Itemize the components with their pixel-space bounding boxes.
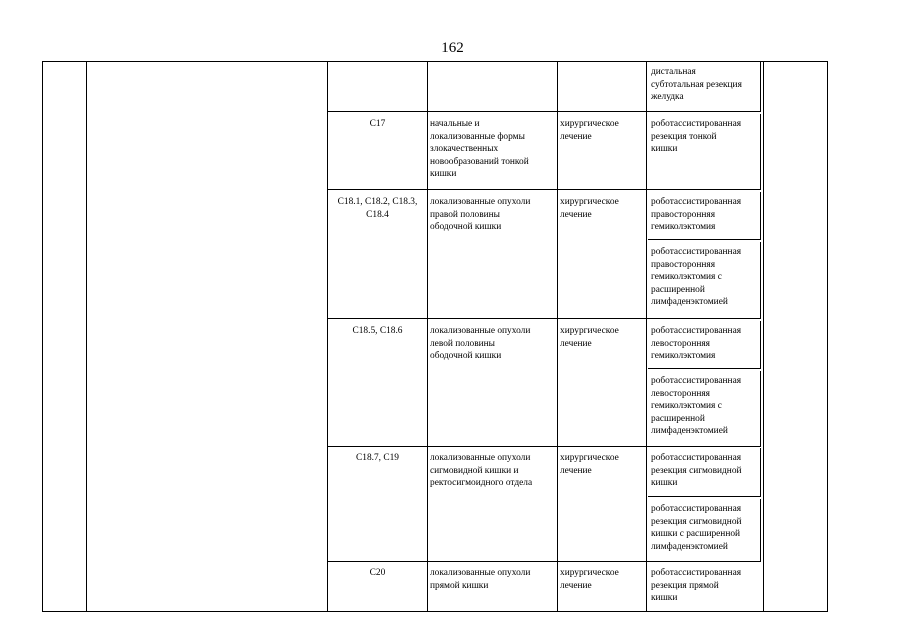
text-line: роботассистированная	[651, 119, 742, 129]
method-text	[651, 325, 741, 363]
text-line: лимфаденэктомией	[651, 297, 728, 308]
text-line: роботассистированная	[651, 247, 742, 257]
text-line: ректосигмоидного отдела	[430, 478, 533, 489]
diagnosis-code	[328, 567, 427, 580]
text-line: локализованные опухоли	[430, 453, 531, 463]
diagnosis-code	[328, 325, 427, 338]
text-line: лимфаденэктомией	[651, 541, 728, 552]
text-line: локализованные опухоли	[430, 568, 531, 578]
diagnosis-code	[328, 118, 427, 131]
diagnosis-description	[430, 452, 532, 490]
text-line: кишки	[651, 144, 678, 155]
text-line: левой половины	[430, 338, 495, 349]
diagnosis-code	[328, 196, 427, 221]
text-line: дистальная	[651, 67, 696, 77]
diagnosis-description	[430, 567, 530, 592]
row-divider	[328, 446, 648, 447]
text-line: злокачественных	[430, 144, 499, 155]
text-line: роботассистированная	[651, 568, 742, 578]
text-line: C18.4	[366, 209, 389, 220]
text-line: расширенной	[651, 284, 705, 295]
text-line: роботассистированная	[651, 376, 742, 386]
text-line: желудка	[651, 92, 684, 103]
text-line: хирургическое	[560, 453, 619, 463]
diagnosis-description	[430, 118, 529, 181]
text-line: C20	[369, 568, 386, 578]
procedure-table	[42, 61, 828, 612]
method-text	[651, 246, 741, 309]
text-line: локализованные формы	[430, 131, 525, 142]
text-line: резекция прямой	[651, 580, 719, 591]
method-text	[651, 66, 742, 104]
text-line: правосторонняя	[651, 259, 716, 270]
text-line: субтотальная резекция	[651, 79, 742, 90]
row-divider	[328, 561, 648, 562]
column-divider	[557, 62, 558, 611]
text-line: лечение	[560, 338, 592, 349]
text-line: кишки	[651, 593, 678, 604]
text-line: лечение	[560, 131, 592, 142]
text-line: кишки	[651, 478, 678, 489]
text-line: левосторонняя	[651, 388, 710, 399]
column-divider	[763, 62, 764, 611]
treatment-type	[560, 567, 619, 592]
text-line: гемиколэктомия с	[651, 272, 722, 283]
diagnosis-description	[430, 325, 530, 363]
page-number: 162	[441, 40, 464, 56]
text-line: хирургическое	[560, 119, 619, 129]
treatment-type	[560, 325, 619, 350]
text-line: кишки с расширенной	[651, 529, 741, 540]
text-line: лечение	[560, 465, 592, 476]
column-divider	[646, 62, 647, 611]
treatment-type	[560, 118, 619, 143]
text-line: локализованные опухоли	[430, 197, 531, 207]
text-line: хирургическое	[560, 326, 619, 336]
text-line: резекция сигмовидной	[651, 465, 742, 476]
text-line: C18.7, C19	[356, 453, 399, 463]
text-line: гемиколэктомия	[651, 351, 716, 362]
text-line: роботассистированная	[651, 453, 742, 463]
text-line: новообразований тонкой	[430, 156, 529, 167]
text-line: лечение	[560, 580, 592, 591]
method-text	[651, 196, 741, 234]
text-line: хирургическое	[560, 197, 619, 207]
text-line: прямой кишки	[430, 580, 489, 591]
column-divider	[86, 62, 87, 611]
text-line: ободочной кишки	[430, 222, 502, 233]
text-line: C17	[369, 119, 386, 129]
method-text	[651, 452, 742, 490]
text-line: правосторонняя	[651, 209, 716, 220]
text-line: лимфаденэктомией	[651, 426, 728, 437]
row-divider	[328, 318, 648, 319]
text-line: роботассистированная	[651, 504, 742, 514]
method-text	[651, 567, 741, 605]
diagnosis-code	[328, 452, 427, 465]
text-line: левосторонняя	[651, 338, 710, 349]
column-divider	[427, 62, 428, 611]
text-line: ободочной кишки	[430, 351, 502, 362]
text-line: хирургическое	[560, 568, 619, 578]
text-line: C18.5, C18.6	[352, 326, 403, 336]
diagnosis-description	[430, 196, 530, 234]
text-line: кишки	[430, 169, 457, 180]
row-divider	[328, 189, 648, 190]
text-line: C18.1, C18.2, C18.3,	[337, 197, 418, 207]
text-line: гемиколэктомия	[651, 222, 716, 233]
text-line: локализованные опухоли	[430, 326, 531, 336]
text-line: правой половины	[430, 209, 500, 220]
method-text	[651, 375, 741, 438]
text-line: резекция сигмовидной	[651, 516, 742, 527]
text-line: резекция тонкой	[651, 131, 717, 142]
method-text	[651, 118, 741, 156]
text-line: расширенной	[651, 413, 705, 424]
text-line: сигмовидной кишки и	[430, 465, 519, 476]
text-line: роботассистированная	[651, 326, 742, 336]
text-line: лечение	[560, 209, 592, 220]
text-line: начальные и	[430, 119, 480, 129]
treatment-type	[560, 452, 619, 477]
method-text	[651, 503, 742, 553]
row-divider	[328, 111, 648, 112]
text-line: роботассистированная	[651, 197, 742, 207]
treatment-type	[560, 196, 619, 221]
text-line: гемиколэктомия с	[651, 401, 722, 412]
